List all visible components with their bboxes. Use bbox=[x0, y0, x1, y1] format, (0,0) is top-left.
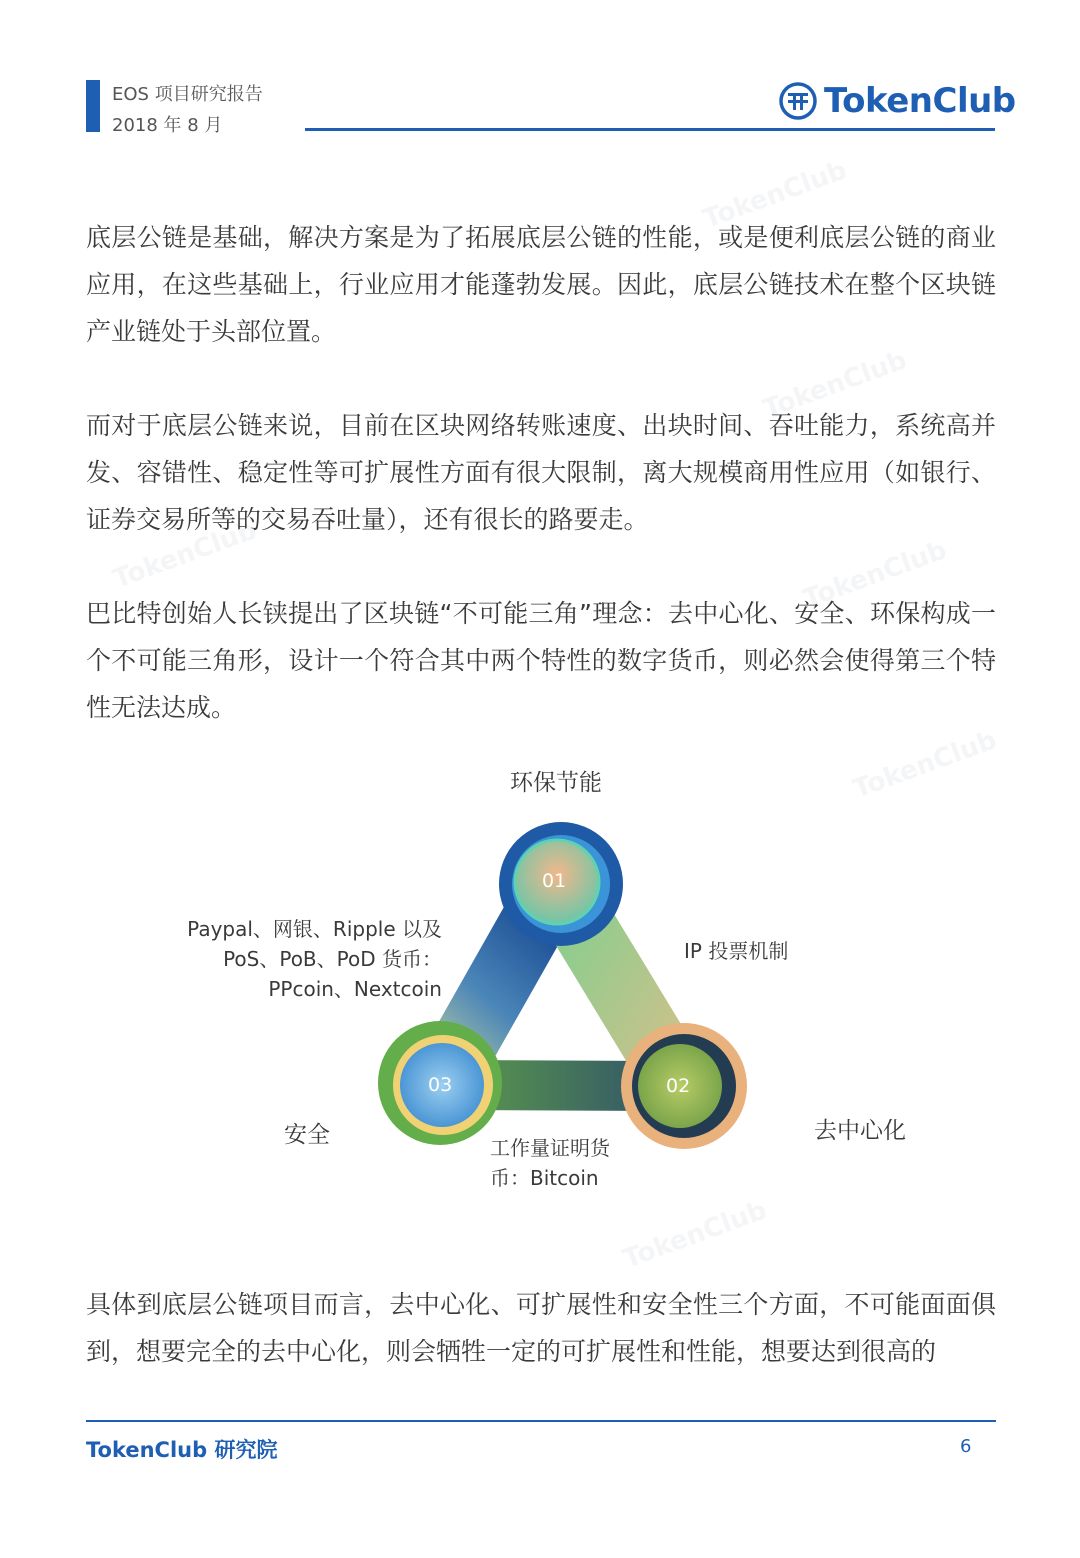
page-number: 6 bbox=[960, 1436, 972, 1457]
left-edge-line: PPcoin、Nextcoin bbox=[268, 977, 442, 1001]
paragraph: 巴比特创始人长铗提出了区块链“不可能三角”理念：去中心化、安全、环保构成一个不可能三角形，设计一个符合其中两个特性的数字货币，则必然会使得第三个特性无法达成。 bbox=[86, 599, 996, 722]
bottom-edge-description bbox=[490, 1133, 610, 1193]
tokenclub-logo-icon bbox=[778, 81, 818, 121]
watermark: TokenClub bbox=[799, 535, 951, 615]
header-accent-bar bbox=[86, 80, 100, 132]
right-edge-description: IP 投票机制 bbox=[684, 939, 789, 963]
bottom-edge-line: 币：Bitcoin bbox=[490, 1166, 599, 1190]
label-decentralization: 去中心化 bbox=[814, 1118, 906, 1144]
node-03-number: 03 bbox=[428, 1074, 453, 1096]
watermark: TokenClub bbox=[619, 1195, 771, 1275]
watermark: TokenClub bbox=[849, 725, 1001, 805]
watermark: TokenClub bbox=[109, 515, 261, 595]
logo-text: TokenClub bbox=[824, 81, 1016, 121]
paragraph: 具体到底层公链项目而言，去中心化、可扩展性和安全性三个方面，不可能面面俱到，想要完全的去中心化，则会牺牲一定的可扩展性和性能，想要达到很高的 bbox=[86, 1290, 996, 1366]
label-security: 安全 bbox=[284, 1122, 330, 1148]
bottom-edge-line: 工作量证明货 bbox=[490, 1136, 610, 1160]
watermark: TokenClub bbox=[759, 345, 911, 425]
header-divider bbox=[305, 128, 995, 131]
footer-brand: TokenClub 研究院 bbox=[86, 1438, 278, 1462]
watermark: TokenClub bbox=[699, 155, 851, 235]
tokenclub-logo bbox=[778, 78, 1016, 124]
report-title: EOS 项目研究报告 bbox=[112, 84, 263, 105]
paragraph: 底层公链是基础，解决方案是为了拓展底层公链的性能，或是便利底层公链的商业应用，在这些基础上，行业应用才能蓬勃发展。因此，底层公链技术在整个区块链产业链处于头部位置。 bbox=[86, 223, 996, 346]
left-edge-line: PoS、PoB、PoD 货币： bbox=[223, 947, 442, 971]
paragraph: 而对于底层公链来说，目前在区块网络转账速度、出块时间、吞吐能力，系统高并发、容错性、稳定性等可扩展性方面有很大限制，离大规模商用性应用（如银行、证券交易所等的交易吞吐量），还有很长的路要走。 bbox=[86, 411, 996, 534]
node-02-number: 02 bbox=[666, 1075, 691, 1097]
left-edge-line: Paypal、网银、Ripple 以及 bbox=[187, 917, 442, 941]
impossible-triangle-diagram bbox=[0, 740, 1080, 1220]
label-environmental: 环保节能 bbox=[510, 770, 602, 796]
report-date: 2018 年 8 月 bbox=[112, 115, 223, 136]
left-edge-description bbox=[150, 914, 442, 1004]
node-01-number: 01 bbox=[542, 870, 567, 892]
footer-divider bbox=[86, 1420, 996, 1422]
